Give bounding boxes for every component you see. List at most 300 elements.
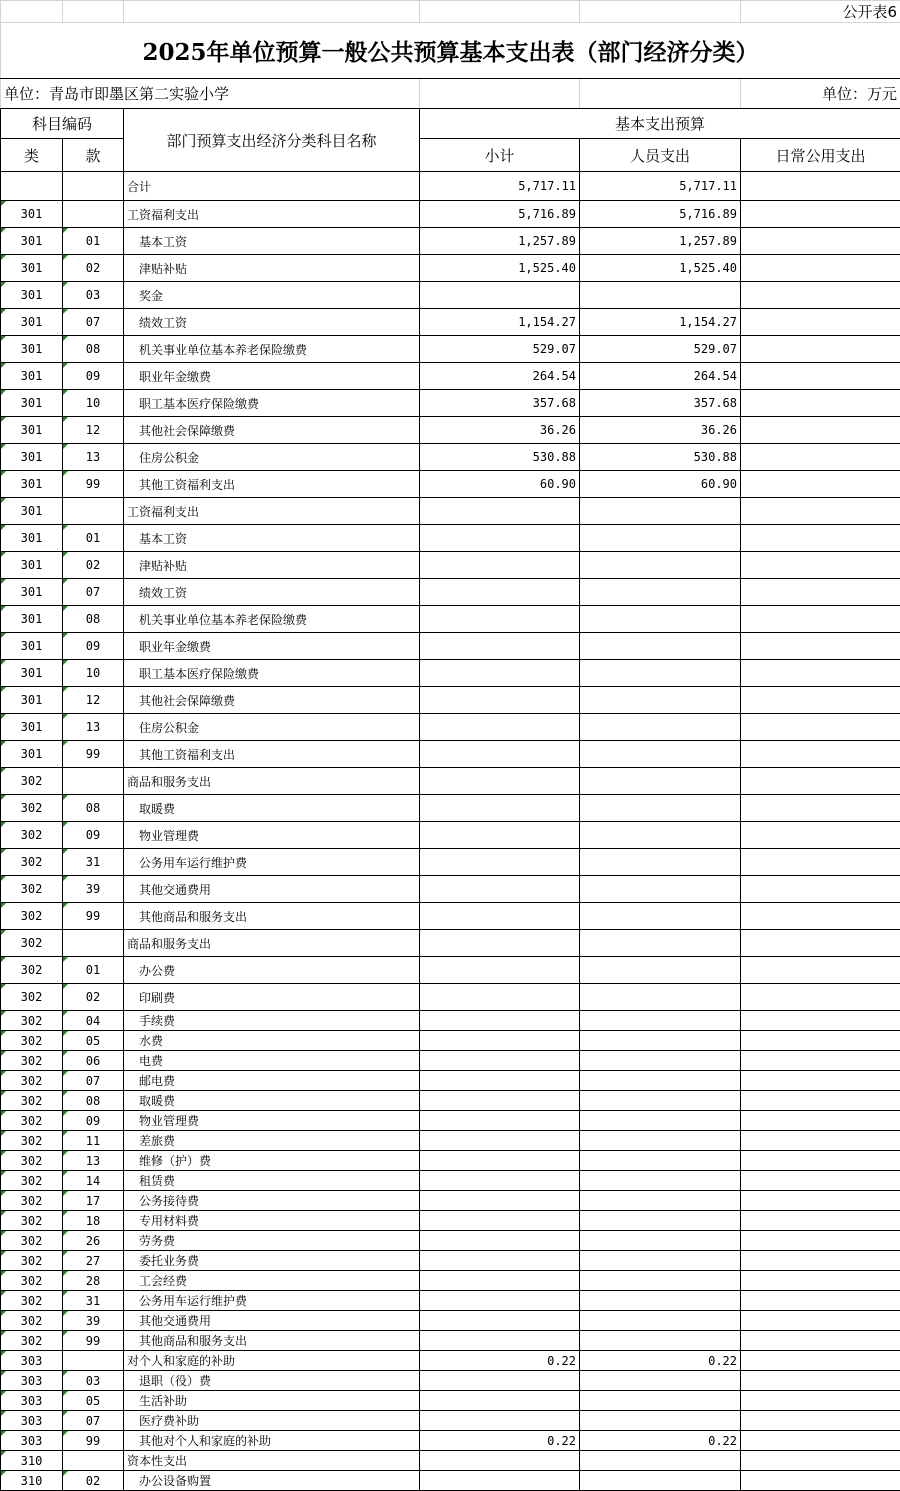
cell-public[interactable] bbox=[741, 1391, 900, 1411]
cell-subtotal[interactable] bbox=[420, 1371, 580, 1391]
cell-personnel[interactable] bbox=[580, 1091, 741, 1111]
cell-item[interactable]: 11 bbox=[63, 1131, 124, 1151]
cell-subtotal[interactable] bbox=[420, 1291, 580, 1311]
cell-subtotal[interactable]: 0.22 bbox=[420, 1431, 580, 1451]
cell-item[interactable]: 39 bbox=[63, 876, 124, 903]
cell-personnel[interactable] bbox=[580, 282, 741, 309]
cell-personnel[interactable] bbox=[580, 1171, 741, 1191]
cell-personnel[interactable] bbox=[580, 1391, 741, 1411]
cell-public[interactable] bbox=[741, 579, 900, 606]
cell-public[interactable] bbox=[741, 795, 900, 822]
cell-public[interactable] bbox=[741, 1151, 900, 1171]
cell-personnel[interactable] bbox=[580, 1271, 741, 1291]
cell-item[interactable] bbox=[63, 172, 124, 201]
cell-name[interactable]: 取暖费 bbox=[124, 1091, 420, 1111]
cell-name[interactable]: 差旅费 bbox=[124, 1131, 420, 1151]
cell-public[interactable] bbox=[741, 1311, 900, 1331]
cell-item[interactable]: 18 bbox=[63, 1211, 124, 1231]
cell-category[interactable]: 302 bbox=[1, 1151, 63, 1171]
cell-personnel[interactable] bbox=[580, 1451, 741, 1471]
cell-public[interactable] bbox=[741, 1371, 900, 1391]
cell-subtotal[interactable] bbox=[420, 687, 580, 714]
currency-unit[interactable]: 单位：万元 bbox=[741, 79, 900, 109]
cell-public[interactable] bbox=[741, 984, 900, 1011]
cell-category[interactable]: 302 bbox=[1, 1331, 63, 1351]
cell-subtotal[interactable]: 36.26 bbox=[420, 417, 580, 444]
cell-public[interactable] bbox=[741, 1111, 900, 1131]
cell-item[interactable]: 05 bbox=[63, 1031, 124, 1051]
cell-item[interactable]: 99 bbox=[63, 741, 124, 768]
cell-item[interactable]: 09 bbox=[63, 363, 124, 390]
cell-personnel[interactable] bbox=[580, 1191, 741, 1211]
grid-cell[interactable] bbox=[420, 79, 580, 109]
cell-name[interactable]: 其他商品和服务支出 bbox=[124, 903, 420, 930]
cell-name[interactable]: 公务用车运行维护费 bbox=[124, 1291, 420, 1311]
cell-subtotal[interactable] bbox=[420, 1311, 580, 1331]
cell-personnel[interactable]: 264.54 bbox=[580, 363, 741, 390]
cell-category[interactable]: 301 bbox=[1, 741, 63, 768]
cell-subtotal[interactable] bbox=[420, 984, 580, 1011]
cell-subtotal[interactable] bbox=[420, 741, 580, 768]
cell-subtotal[interactable]: 1,525.40 bbox=[420, 255, 580, 282]
cell-item[interactable]: 26 bbox=[63, 1231, 124, 1251]
cell-subtotal[interactable] bbox=[420, 1011, 580, 1031]
cell-item[interactable]: 05 bbox=[63, 1391, 124, 1411]
cell-item[interactable] bbox=[63, 768, 124, 795]
cell-public[interactable] bbox=[741, 363, 900, 390]
cell-subtotal[interactable]: 530.88 bbox=[420, 444, 580, 471]
cell-category[interactable]: 302 bbox=[1, 903, 63, 930]
cell-name[interactable]: 职业年金缴费 bbox=[124, 633, 420, 660]
cell-personnel[interactable] bbox=[580, 606, 741, 633]
cell-name[interactable]: 奖金 bbox=[124, 282, 420, 309]
cell-item[interactable]: 09 bbox=[63, 1111, 124, 1131]
cell-subtotal[interactable] bbox=[420, 1471, 580, 1491]
cell-public[interactable] bbox=[741, 471, 900, 498]
cell-name[interactable]: 专用材料费 bbox=[124, 1211, 420, 1231]
cell-personnel[interactable] bbox=[580, 984, 741, 1011]
cell-personnel[interactable] bbox=[580, 1311, 741, 1331]
cell-personnel[interactable] bbox=[580, 903, 741, 930]
header-personnel[interactable]: 人员支出 bbox=[580, 139, 741, 172]
cell-category[interactable]: 302 bbox=[1, 930, 63, 957]
cell-subtotal[interactable] bbox=[420, 930, 580, 957]
grid-cell[interactable] bbox=[1, 1, 63, 23]
cell-item[interactable]: 02 bbox=[63, 1471, 124, 1491]
cell-public[interactable] bbox=[741, 903, 900, 930]
cell-public[interactable] bbox=[741, 1071, 900, 1091]
cell-category[interactable]: 302 bbox=[1, 1171, 63, 1191]
cell-category[interactable]: 302 bbox=[1, 876, 63, 903]
cell-subtotal[interactable] bbox=[420, 1091, 580, 1111]
cell-name[interactable]: 住房公积金 bbox=[124, 714, 420, 741]
cell-category[interactable]: 303 bbox=[1, 1411, 63, 1431]
cell-subtotal[interactable] bbox=[420, 1451, 580, 1471]
cell-category[interactable]: 301 bbox=[1, 282, 63, 309]
cell-public[interactable] bbox=[741, 849, 900, 876]
cell-public[interactable] bbox=[741, 1291, 900, 1311]
cell-personnel[interactable] bbox=[580, 741, 741, 768]
cell-subtotal[interactable] bbox=[420, 1391, 580, 1411]
cell-subtotal[interactable] bbox=[420, 876, 580, 903]
cell-item[interactable]: 13 bbox=[63, 444, 124, 471]
cell-category[interactable]: 302 bbox=[1, 849, 63, 876]
cell-name[interactable]: 医疗费补助 bbox=[124, 1411, 420, 1431]
cell-item[interactable]: 01 bbox=[63, 228, 124, 255]
cell-category[interactable]: 301 bbox=[1, 552, 63, 579]
cell-category[interactable]: 310 bbox=[1, 1471, 63, 1491]
cell-item[interactable]: 03 bbox=[63, 282, 124, 309]
cell-public[interactable] bbox=[741, 1211, 900, 1231]
cell-item[interactable]: 31 bbox=[63, 849, 124, 876]
cell-subtotal[interactable]: 5,716.89 bbox=[420, 201, 580, 228]
cell-personnel[interactable] bbox=[580, 1011, 741, 1031]
cell-subtotal[interactable]: 5,717.11 bbox=[420, 172, 580, 201]
cell-item[interactable]: 02 bbox=[63, 984, 124, 1011]
cell-name[interactable]: 机关事业单位基本养老保险缴费 bbox=[124, 336, 420, 363]
cell-category[interactable]: 303 bbox=[1, 1391, 63, 1411]
cell-subtotal[interactable]: 357.68 bbox=[420, 390, 580, 417]
cell-subtotal[interactable] bbox=[420, 1231, 580, 1251]
cell-subtotal[interactable] bbox=[420, 903, 580, 930]
cell-personnel[interactable]: 36.26 bbox=[580, 417, 741, 444]
cell-personnel[interactable] bbox=[580, 822, 741, 849]
cell-subtotal[interactable] bbox=[420, 633, 580, 660]
cell-public[interactable] bbox=[741, 172, 900, 201]
cell-personnel[interactable] bbox=[580, 633, 741, 660]
cell-personnel[interactable] bbox=[580, 1471, 741, 1491]
cell-category[interactable]: 302 bbox=[1, 1071, 63, 1091]
cell-category[interactable]: 302 bbox=[1, 795, 63, 822]
cell-name[interactable]: 职业年金缴费 bbox=[124, 363, 420, 390]
cell-personnel[interactable]: 1,525.40 bbox=[580, 255, 741, 282]
grid-cell[interactable] bbox=[124, 1, 420, 23]
cell-name[interactable]: 租赁费 bbox=[124, 1171, 420, 1191]
cell-subtotal[interactable] bbox=[420, 1331, 580, 1351]
cell-public[interactable] bbox=[741, 714, 900, 741]
cell-item[interactable]: 28 bbox=[63, 1271, 124, 1291]
cell-category[interactable]: 301 bbox=[1, 714, 63, 741]
cell-public[interactable] bbox=[741, 282, 900, 309]
cell-subtotal[interactable]: 264.54 bbox=[420, 363, 580, 390]
cell-public[interactable] bbox=[741, 1191, 900, 1211]
cell-personnel[interactable] bbox=[580, 1371, 741, 1391]
cell-public[interactable] bbox=[741, 660, 900, 687]
cell-item[interactable]: 12 bbox=[63, 417, 124, 444]
cell-item[interactable]: 01 bbox=[63, 957, 124, 984]
cell-public[interactable] bbox=[741, 1031, 900, 1051]
cell-category[interactable]: 302 bbox=[1, 1011, 63, 1031]
cell-name[interactable]: 生活补助 bbox=[124, 1391, 420, 1411]
cell-subtotal[interactable] bbox=[420, 1191, 580, 1211]
cell-category[interactable]: 301 bbox=[1, 444, 63, 471]
cell-name[interactable]: 其他交通费用 bbox=[124, 1311, 420, 1331]
cell-category[interactable]: 303 bbox=[1, 1431, 63, 1451]
cell-public[interactable] bbox=[741, 687, 900, 714]
cell-subtotal[interactable] bbox=[420, 822, 580, 849]
cell-item[interactable]: 27 bbox=[63, 1251, 124, 1271]
cell-public[interactable] bbox=[741, 1271, 900, 1291]
cell-category[interactable]: 301 bbox=[1, 390, 63, 417]
cell-category[interactable]: 301 bbox=[1, 201, 63, 228]
cell-category[interactable]: 301 bbox=[1, 687, 63, 714]
cell-public[interactable] bbox=[741, 444, 900, 471]
cell-name[interactable]: 取暖费 bbox=[124, 795, 420, 822]
cell-personnel[interactable]: 1,257.89 bbox=[580, 228, 741, 255]
cell-name[interactable]: 公务接待费 bbox=[124, 1191, 420, 1211]
cell-category[interactable]: 301 bbox=[1, 363, 63, 390]
page-title[interactable]: 2025年单位预算一般公共预算基本支出表（部门经济分类） bbox=[1, 23, 900, 79]
cell-personnel[interactable]: 0.22 bbox=[580, 1351, 741, 1371]
cell-public[interactable] bbox=[741, 876, 900, 903]
cell-public[interactable] bbox=[741, 1331, 900, 1351]
cell-subtotal[interactable] bbox=[420, 849, 580, 876]
cell-category[interactable]: 302 bbox=[1, 1051, 63, 1071]
cell-public[interactable] bbox=[741, 1251, 900, 1271]
cell-public[interactable] bbox=[741, 417, 900, 444]
grid-cell[interactable] bbox=[63, 1, 124, 23]
cell-public[interactable] bbox=[741, 201, 900, 228]
cell-subtotal[interactable]: 1,154.27 bbox=[420, 309, 580, 336]
cell-item[interactable] bbox=[63, 201, 124, 228]
cell-category[interactable]: 302 bbox=[1, 1111, 63, 1131]
cell-category[interactable]: 301 bbox=[1, 579, 63, 606]
cell-public[interactable] bbox=[741, 552, 900, 579]
cell-public[interactable] bbox=[741, 1351, 900, 1371]
cell-item[interactable]: 08 bbox=[63, 795, 124, 822]
cell-personnel[interactable] bbox=[580, 1211, 741, 1231]
cell-category[interactable] bbox=[1, 172, 63, 201]
cell-personnel[interactable]: 60.90 bbox=[580, 471, 741, 498]
cell-personnel[interactable] bbox=[580, 1031, 741, 1051]
cell-public[interactable] bbox=[741, 633, 900, 660]
cell-personnel[interactable]: 0.22 bbox=[580, 1431, 741, 1451]
cell-public[interactable] bbox=[741, 336, 900, 363]
cell-personnel[interactable] bbox=[580, 660, 741, 687]
cell-public[interactable] bbox=[741, 498, 900, 525]
cell-name[interactable]: 其他对个人和家庭的补助 bbox=[124, 1431, 420, 1451]
cell-public[interactable] bbox=[741, 768, 900, 795]
cell-category[interactable]: 301 bbox=[1, 336, 63, 363]
cell-personnel[interactable] bbox=[580, 849, 741, 876]
cell-subtotal[interactable]: 1,257.89 bbox=[420, 228, 580, 255]
cell-public[interactable] bbox=[741, 525, 900, 552]
cell-name[interactable]: 其他交通费用 bbox=[124, 876, 420, 903]
cell-category[interactable]: 302 bbox=[1, 1251, 63, 1271]
cell-public[interactable] bbox=[741, 309, 900, 336]
cell-subtotal[interactable] bbox=[420, 1131, 580, 1151]
cell-item[interactable]: 99 bbox=[63, 1431, 124, 1451]
cell-item[interactable]: 39 bbox=[63, 1311, 124, 1331]
cell-name[interactable]: 职工基本医疗保险缴费 bbox=[124, 660, 420, 687]
cell-name[interactable]: 退职（役）费 bbox=[124, 1371, 420, 1391]
cell-name[interactable]: 机关事业单位基本养老保险缴费 bbox=[124, 606, 420, 633]
cell-public[interactable] bbox=[741, 228, 900, 255]
cell-name[interactable]: 其他商品和服务支出 bbox=[124, 1331, 420, 1351]
cell-subtotal[interactable] bbox=[420, 660, 580, 687]
cell-item[interactable]: 08 bbox=[63, 1091, 124, 1111]
cell-personnel[interactable] bbox=[580, 714, 741, 741]
cell-category[interactable]: 301 bbox=[1, 471, 63, 498]
cell-subtotal[interactable] bbox=[420, 525, 580, 552]
cell-personnel[interactable] bbox=[580, 1151, 741, 1171]
cell-category[interactable]: 302 bbox=[1, 1211, 63, 1231]
grid-cell[interactable] bbox=[580, 1, 741, 23]
cell-subtotal[interactable] bbox=[420, 1071, 580, 1091]
cell-personnel[interactable] bbox=[580, 930, 741, 957]
cell-subtotal[interactable] bbox=[420, 768, 580, 795]
cell-subtotal[interactable] bbox=[420, 1151, 580, 1171]
cell-subtotal[interactable] bbox=[420, 1211, 580, 1231]
cell-public[interactable] bbox=[741, 390, 900, 417]
cell-public[interactable] bbox=[741, 957, 900, 984]
cell-subtotal[interactable] bbox=[420, 1411, 580, 1431]
cell-personnel[interactable]: 357.68 bbox=[580, 390, 741, 417]
cell-personnel[interactable] bbox=[580, 1251, 741, 1271]
cell-category[interactable]: 301 bbox=[1, 660, 63, 687]
cell-category[interactable]: 301 bbox=[1, 417, 63, 444]
header-item[interactable]: 款 bbox=[63, 139, 124, 172]
cell-personnel[interactable] bbox=[580, 1111, 741, 1131]
header-public[interactable]: 日常公用支出 bbox=[741, 139, 900, 172]
cell-personnel[interactable] bbox=[580, 1231, 741, 1251]
header-name[interactable]: 部门预算支出经济分类科目名称 bbox=[124, 109, 420, 172]
cell-category[interactable]: 301 bbox=[1, 255, 63, 282]
cell-category[interactable]: 302 bbox=[1, 1131, 63, 1151]
cell-category[interactable]: 302 bbox=[1, 1091, 63, 1111]
cell-public[interactable] bbox=[741, 822, 900, 849]
cell-name[interactable]: 电费 bbox=[124, 1051, 420, 1071]
cell-personnel[interactable] bbox=[580, 1291, 741, 1311]
cell-name[interactable]: 办公设备购置 bbox=[124, 1471, 420, 1491]
cell-personnel[interactable] bbox=[580, 957, 741, 984]
cell-public[interactable] bbox=[741, 1411, 900, 1431]
cell-personnel[interactable] bbox=[580, 768, 741, 795]
cell-name[interactable]: 合计 bbox=[124, 172, 420, 201]
cell-personnel[interactable] bbox=[580, 1411, 741, 1431]
cell-name[interactable]: 绩效工资 bbox=[124, 309, 420, 336]
cell-name[interactable]: 公务用车运行维护费 bbox=[124, 849, 420, 876]
cell-category[interactable]: 302 bbox=[1, 822, 63, 849]
cell-name[interactable]: 资本性支出 bbox=[124, 1451, 420, 1471]
cell-personnel[interactable] bbox=[580, 1131, 741, 1151]
cell-personnel[interactable]: 5,717.11 bbox=[580, 172, 741, 201]
cell-name[interactable]: 办公费 bbox=[124, 957, 420, 984]
cell-category[interactable]: 303 bbox=[1, 1371, 63, 1391]
cell-subtotal[interactable] bbox=[420, 1031, 580, 1051]
cell-category[interactable]: 302 bbox=[1, 1311, 63, 1331]
cell-subtotal[interactable]: 0.22 bbox=[420, 1351, 580, 1371]
cell-item[interactable]: 99 bbox=[63, 903, 124, 930]
cell-subtotal[interactable] bbox=[420, 282, 580, 309]
cell-item[interactable]: 07 bbox=[63, 1411, 124, 1431]
cell-public[interactable] bbox=[741, 1131, 900, 1151]
cell-name[interactable]: 职工基本医疗保险缴费 bbox=[124, 390, 420, 417]
cell-category[interactable]: 302 bbox=[1, 1191, 63, 1211]
cell-personnel[interactable] bbox=[580, 876, 741, 903]
cell-item[interactable] bbox=[63, 1351, 124, 1371]
cell-subtotal[interactable] bbox=[420, 1251, 580, 1271]
cell-name[interactable]: 其他社会保障缴费 bbox=[124, 417, 420, 444]
cell-personnel[interactable]: 530.88 bbox=[580, 444, 741, 471]
cell-personnel[interactable]: 1,154.27 bbox=[580, 309, 741, 336]
cell-category[interactable]: 301 bbox=[1, 309, 63, 336]
cell-subtotal[interactable] bbox=[420, 606, 580, 633]
cell-public[interactable] bbox=[741, 1171, 900, 1191]
cell-category[interactable]: 301 bbox=[1, 228, 63, 255]
header-category[interactable]: 类 bbox=[1, 139, 63, 172]
cell-personnel[interactable] bbox=[580, 498, 741, 525]
cell-public[interactable] bbox=[741, 1431, 900, 1451]
sheet-note[interactable]: 公开表6 bbox=[741, 1, 900, 23]
cell-name[interactable]: 基本工资 bbox=[124, 228, 420, 255]
cell-subtotal[interactable]: 529.07 bbox=[420, 336, 580, 363]
header-budget-group[interactable]: 基本支出预算 bbox=[420, 109, 900, 139]
cell-name[interactable]: 印刷费 bbox=[124, 984, 420, 1011]
cell-subtotal[interactable] bbox=[420, 498, 580, 525]
unit-label[interactable]: 单位：青岛市即墨区第二实验小学 bbox=[1, 79, 420, 109]
cell-item[interactable]: 02 bbox=[63, 552, 124, 579]
cell-category[interactable]: 302 bbox=[1, 1231, 63, 1251]
cell-category[interactable]: 302 bbox=[1, 1291, 63, 1311]
header-subtotal[interactable]: 小计 bbox=[420, 139, 580, 172]
cell-name[interactable]: 对个人和家庭的补助 bbox=[124, 1351, 420, 1371]
cell-public[interactable] bbox=[741, 1011, 900, 1031]
cell-item[interactable]: 09 bbox=[63, 633, 124, 660]
cell-category[interactable]: 302 bbox=[1, 957, 63, 984]
cell-name[interactable]: 住房公积金 bbox=[124, 444, 420, 471]
cell-category[interactable]: 301 bbox=[1, 606, 63, 633]
header-code-group[interactable]: 科目编码 bbox=[1, 109, 124, 139]
cell-subtotal[interactable] bbox=[420, 795, 580, 822]
cell-subtotal[interactable] bbox=[420, 1271, 580, 1291]
cell-item[interactable]: 13 bbox=[63, 1151, 124, 1171]
cell-category[interactable]: 303 bbox=[1, 1351, 63, 1371]
cell-item[interactable]: 09 bbox=[63, 822, 124, 849]
cell-name[interactable]: 维修（护）费 bbox=[124, 1151, 420, 1171]
cell-item[interactable]: 10 bbox=[63, 390, 124, 417]
grid-cell[interactable] bbox=[580, 79, 741, 109]
cell-item[interactable]: 06 bbox=[63, 1051, 124, 1071]
cell-item[interactable]: 02 bbox=[63, 255, 124, 282]
cell-item[interactable]: 07 bbox=[63, 579, 124, 606]
cell-personnel[interactable] bbox=[580, 525, 741, 552]
cell-personnel[interactable] bbox=[580, 795, 741, 822]
cell-category[interactable]: 301 bbox=[1, 525, 63, 552]
cell-subtotal[interactable] bbox=[420, 579, 580, 606]
cell-item[interactable]: 03 bbox=[63, 1371, 124, 1391]
cell-name[interactable]: 商品和服务支出 bbox=[124, 930, 420, 957]
cell-name[interactable]: 邮电费 bbox=[124, 1071, 420, 1091]
cell-subtotal[interactable] bbox=[420, 1111, 580, 1131]
cell-item[interactable]: 07 bbox=[63, 1071, 124, 1091]
cell-item[interactable]: 01 bbox=[63, 525, 124, 552]
cell-name[interactable]: 津贴补贴 bbox=[124, 255, 420, 282]
cell-personnel[interactable]: 5,716.89 bbox=[580, 201, 741, 228]
cell-name[interactable]: 物业管理费 bbox=[124, 1111, 420, 1131]
cell-name[interactable]: 绩效工资 bbox=[124, 579, 420, 606]
cell-name[interactable]: 水费 bbox=[124, 1031, 420, 1051]
cell-category[interactable]: 302 bbox=[1, 1031, 63, 1051]
cell-public[interactable] bbox=[741, 1471, 900, 1491]
cell-category[interactable]: 302 bbox=[1, 984, 63, 1011]
cell-item[interactable]: 07 bbox=[63, 309, 124, 336]
cell-item[interactable]: 12 bbox=[63, 687, 124, 714]
cell-subtotal[interactable] bbox=[420, 714, 580, 741]
cell-personnel[interactable] bbox=[580, 1051, 741, 1071]
cell-name[interactable]: 津贴补贴 bbox=[124, 552, 420, 579]
cell-subtotal[interactable] bbox=[420, 957, 580, 984]
